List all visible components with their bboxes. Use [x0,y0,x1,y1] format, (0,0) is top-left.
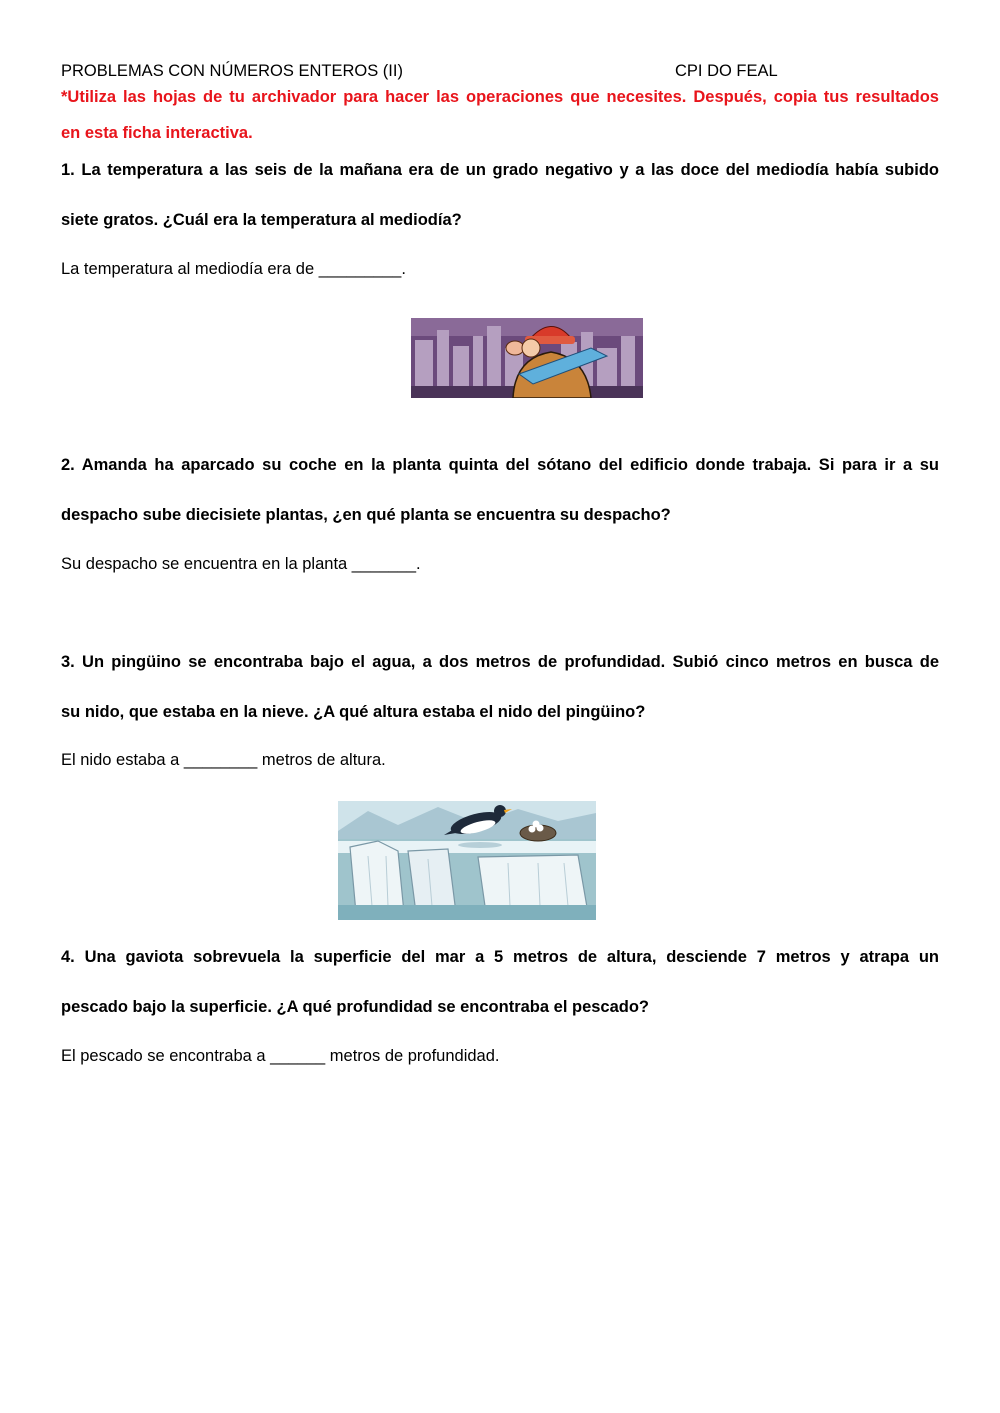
instruction-line-1: *Utiliza las hojas de tu archivador para hacer las operaciones que necesites. Después, copia tus resultados [61,88,939,106]
problem-1-line-1: 1. La temperatura a las seis de la mañana era de un grado negativo y a las doce del mediodía había subido [61,161,939,179]
instruction-line-2: en esta ficha interactiva. [61,124,253,142]
answer-text-after: . [416,555,421,573]
answer-text-after: metros de altura. [257,751,386,769]
answer-blank-4[interactable]: ______ [270,1047,326,1065]
problem-3-line-2: su nido, que estaba en la nieve. ¿A qué altura estaba el nido del pingüino? [61,703,646,721]
answer-text-before: El nido estaba a [61,751,184,769]
penguin-ice-illustration [338,801,596,920]
school-name: CPI DO FEAL [675,62,778,80]
answer-text-before: Su despacho se encuentra en la planta [61,555,352,573]
problem-2-answer [61,555,939,574]
problem-2-line-1: 2. Amanda ha aparcado su coche en la planta quinta del sótano del edificio donde trabaja. Si para ir a su [61,456,939,474]
answer-text-after: metros de profundidad. [325,1047,500,1065]
problem-4-answer [61,1047,939,1066]
problem-3-answer [61,751,939,770]
answer-text-before: El pescado se encontraba a [61,1047,271,1065]
problem-4-line-1: 4. Una gaviota sobrevuela la superficie del mar a 5 metros de altura, desciende 7 metros y atrapa un [61,948,939,966]
problem-1-line-2: siete gratos. ¿Cuál era la temperatura al mediodía? [61,211,462,229]
answer-blank-1[interactable]: _________ [318,260,402,278]
problem-3-line-1: 3. Un pingüino se encontraba bajo el agua, a dos metros de profundidad. Subió cinco metros en busca de [61,653,939,671]
answer-blank-2[interactable]: _______ [351,555,417,573]
answer-text-after: . [401,260,406,278]
cold-city-illustration [411,318,643,398]
answer-text-before: La temperatura al mediodía era de [61,260,319,278]
problem-1-answer [61,260,939,279]
answer-blank-3[interactable]: ________ [183,751,258,769]
worksheet-title: PROBLEMAS CON NÚMEROS ENTEROS (II) [61,62,403,80]
problem-4-line-2: pescado bajo la superficie. ¿A qué profundidad se encontraba el pescado? [61,998,650,1016]
problem-2-line-2: despacho sube diecisiete plantas, ¿en qué planta se encuentra su despacho? [61,506,671,524]
